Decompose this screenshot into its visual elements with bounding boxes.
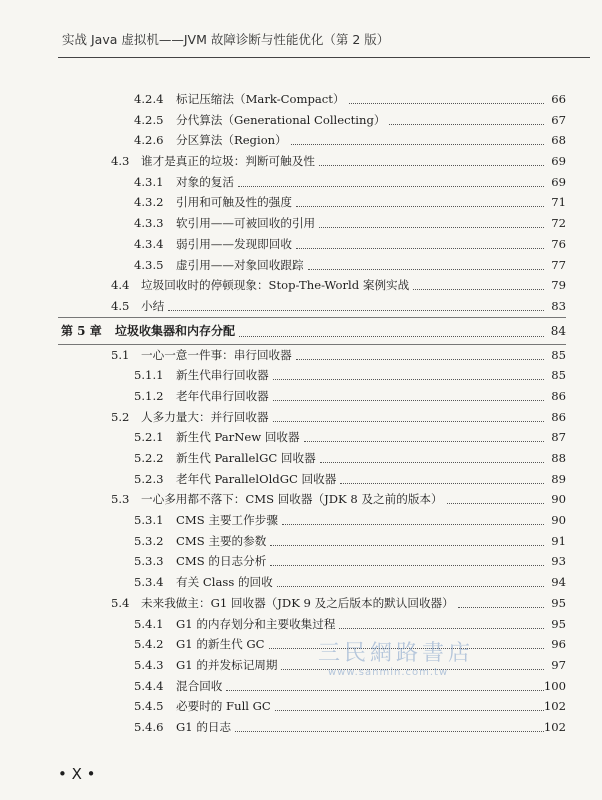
toc-entry-page: 76	[551, 236, 566, 251]
dot-leader	[270, 565, 544, 566]
toc-entry-title: G1 的日志	[176, 719, 232, 734]
toc-entry-page: 93	[551, 554, 566, 569]
dot-leader	[296, 248, 544, 249]
dot-leader	[281, 669, 544, 670]
toc-entry-number: 5.3.1	[134, 513, 164, 528]
dot-leader	[447, 503, 544, 504]
dot-leader	[168, 310, 544, 311]
toc-entry-row	[0, 89, 602, 110]
toc-entry-page: 79	[551, 278, 566, 293]
toc-entry-number: 5.4.3	[134, 657, 164, 672]
dot-leader	[273, 421, 544, 422]
toc-entry-number: 5.2.3	[134, 471, 164, 486]
toc-chapter-row	[0, 317, 602, 345]
toc-entry-title: CMS 的日志分析	[176, 554, 267, 569]
dot-leader	[349, 103, 544, 104]
toc-entry-number: 4.3.5	[134, 257, 164, 272]
toc-entry-page: 84	[550, 323, 566, 338]
toc-entry-title: 一心多用都不落下：CMS 回收器（JDK 8 及之前的版本）	[141, 492, 443, 507]
dot-leader	[340, 483, 544, 484]
toc-entry-page: 94	[551, 575, 566, 590]
dot-leader	[319, 227, 544, 228]
toc-entry-row	[0, 110, 602, 131]
toc-entry-row	[0, 427, 602, 448]
toc-entry-row	[0, 717, 602, 738]
toc-entry-title: G1 的新生代 GC	[176, 637, 265, 652]
toc-entry-row	[0, 448, 602, 469]
toc-entry-number: 4.2.5	[134, 112, 164, 127]
toc-entry-page: 96	[551, 637, 566, 652]
toc-entry-title: 混合回收	[176, 678, 223, 693]
toc-entry-number: 4.3.4	[134, 236, 164, 251]
toc-entry-number: 4.2.4	[134, 92, 164, 106]
toc-entry-page: 67	[551, 112, 566, 127]
toc-entry-title: G1 的内存划分和主要收集过程	[176, 616, 336, 631]
running-head: 实战 Java 虚拟机——JVM 故障诊断与性能优化（第 2 版）	[62, 32, 390, 47]
toc-entry-title: 引用和可触及性的强度	[176, 195, 292, 210]
toc-entry-title: G1 的并发标记周期	[176, 657, 278, 672]
watermark-text: 三民網路書店	[318, 641, 475, 666]
toc-entry-title: 必要时的 Full GC	[176, 699, 271, 714]
toc-entry-row	[0, 551, 602, 572]
toc-entry-number: 5.1.2	[134, 388, 164, 403]
toc-entry-row	[0, 593, 602, 614]
toc-entry-title: 未来我做主：G1 回收器（JDK 9 及之后版本的默认回收器）	[141, 595, 454, 610]
toc-entry-number: 第 5 章	[61, 323, 102, 338]
dot-leader	[339, 628, 544, 629]
toc-entry-number: 5.1	[111, 347, 130, 362]
toc-entry-row	[0, 172, 602, 193]
toc-entry-row	[0, 489, 602, 510]
toc-entry-row	[0, 192, 602, 213]
toc-entry-title: 新生代串行回收器	[176, 368, 269, 383]
toc-entry-number: 5.2.2	[134, 451, 164, 465]
toc-entry-title: 新生代 ParNew 回收器	[176, 430, 300, 445]
toc-entry-number: 5.4.2	[134, 637, 164, 652]
toc-entry-number: 4.2.6	[134, 133, 164, 148]
toc-entry-page: 95	[551, 595, 566, 610]
toc-entry-number: 4.3.1	[134, 174, 164, 189]
dot-leader	[273, 379, 544, 380]
toc-entry-title: 有关 Class 的回收	[176, 575, 273, 590]
toc-entry-number: 5.3.3	[134, 554, 164, 569]
dot-leader	[296, 206, 544, 207]
toc-entry-row	[0, 634, 602, 655]
toc-entry-title: 老年代串行回收器	[176, 388, 269, 403]
toc-entry-page: 83	[551, 298, 566, 313]
toc-entry-title: 垃圾回收时的停顿现象：Stop-The-World 案例实战	[141, 278, 410, 293]
toc-entry-page: 102	[543, 699, 566, 714]
dot-leader	[269, 648, 544, 649]
dot-leader	[319, 165, 544, 166]
toc-entry-row	[0, 614, 602, 635]
toc-entry-page: 85	[551, 347, 566, 362]
toc-entry-row	[0, 213, 602, 234]
toc-entry-title: 老年代 ParallelOldGC 回收器	[176, 471, 337, 486]
toc-entry-page: 69	[551, 174, 566, 189]
dot-leader	[320, 462, 544, 463]
toc-entry-number: 4.3	[111, 154, 130, 169]
toc-entry-row	[0, 345, 602, 366]
dot-leader	[296, 359, 544, 360]
toc-entry-page: 97	[551, 657, 566, 672]
dot-leader	[277, 586, 544, 587]
toc-entry-page: 90	[551, 492, 566, 507]
page-number: • X •	[58, 765, 96, 783]
dot-leader	[389, 124, 544, 125]
toc-entry-number: 4.4	[111, 278, 130, 293]
dot-leader	[275, 710, 544, 711]
toc-entry-row	[0, 151, 602, 172]
toc-entry-page: 87	[551, 430, 566, 445]
watermark-url: www.sanmin.com.tw	[328, 667, 449, 678]
toc-entry-page: 85	[551, 368, 566, 383]
dot-leader	[270, 545, 544, 546]
dot-leader	[235, 731, 544, 732]
toc-entry-page: 88	[551, 451, 566, 465]
toc-entry-row	[0, 130, 602, 151]
toc-entry-number: 4.3.2	[134, 195, 164, 210]
toc-entry-title: 垃圾收集器和内存分配	[115, 323, 236, 338]
toc-entry-row	[0, 655, 602, 676]
toc-entry-row	[0, 275, 602, 296]
toc-entry-number: 4.3.3	[134, 216, 164, 231]
dot-leader	[273, 400, 544, 401]
toc-entry-number: 5.4	[111, 595, 130, 610]
toc-entry-title: 标记压缩法（Mark-Compact）	[176, 92, 345, 106]
dot-leader	[304, 441, 544, 442]
toc-entry-page: 90	[551, 513, 566, 528]
dot-leader	[291, 144, 544, 145]
toc-entry-title: CMS 主要工作步骤	[176, 513, 278, 528]
toc-entry-row	[0, 407, 602, 428]
toc-entry-number: 5.1.1	[134, 368, 164, 383]
toc-entry-title: 小结	[141, 298, 165, 313]
toc-entry-title: 分区算法（Region）	[176, 133, 287, 148]
toc-entry-row	[0, 296, 602, 317]
toc-entry-page: 68	[551, 133, 566, 148]
toc-entry-row	[0, 510, 602, 531]
dot-leader	[226, 690, 544, 691]
toc-entry-page: 69	[551, 154, 566, 169]
toc-entry-title: CMS 主要的参数	[176, 533, 267, 548]
toc-entry-page: 102	[543, 719, 566, 734]
toc-entry-row	[0, 386, 602, 407]
dot-leader	[458, 607, 544, 608]
toc-entry-title: 软引用——可被回收的引用	[176, 216, 316, 231]
toc-entry-title: 虚引用——对象回收跟踪	[176, 257, 304, 272]
toc-entry-page: 71	[551, 195, 566, 210]
dot-leader	[239, 336, 544, 337]
toc-entry-title: 对象的复活	[176, 174, 234, 189]
toc-entry-row	[0, 255, 602, 276]
toc-entry-row	[0, 234, 602, 255]
toc-entry-page: 86	[551, 388, 566, 403]
toc-entry-page: 100	[543, 678, 566, 693]
dot-leader	[238, 186, 544, 187]
toc-entry-page: 91	[551, 533, 566, 548]
toc-entry-page: 89	[551, 471, 566, 486]
toc-entry-number: 5.4.4	[134, 678, 164, 693]
toc-entry-page: 86	[551, 409, 566, 424]
toc-entry-row	[0, 469, 602, 490]
toc-entry-page: 77	[551, 257, 566, 272]
toc-entry-row	[0, 365, 602, 386]
toc-entry-number: 5.4.6	[134, 719, 164, 734]
toc-entry-number: 5.3.2	[134, 533, 164, 548]
toc-entry-number: 5.4.1	[134, 616, 164, 631]
toc-entry-title: 分代算法（Generational Collecting）	[176, 112, 386, 127]
header-rule	[58, 57, 590, 58]
toc-entry-title: 一心一意一件事：串行回收器	[141, 347, 292, 362]
toc-entry-number: 4.5	[111, 298, 130, 313]
toc-entry-row	[0, 696, 602, 717]
dot-leader	[308, 269, 544, 270]
toc-entry-title: 弱引用——发现即回收	[176, 236, 292, 251]
toc-entry-page: 95	[551, 616, 566, 631]
toc-entry-row	[0, 531, 602, 552]
toc-entry-number: 5.3	[111, 492, 130, 507]
toc-entry-page: 66	[551, 92, 566, 106]
toc-entry-title: 人多力量大：并行回收器	[141, 409, 269, 424]
toc-entry-number: 5.4.5	[134, 699, 164, 714]
toc-entry-row	[0, 676, 602, 697]
table-of-contents	[0, 89, 602, 738]
toc-entry-title: 新生代 ParallelGC 回收器	[176, 451, 316, 465]
toc-entry-number: 5.3.4	[134, 575, 164, 590]
toc-entry-number: 5.2	[111, 409, 130, 424]
dot-leader	[282, 524, 544, 525]
toc-entry-number: 5.2.1	[134, 430, 164, 445]
toc-entry-page: 72	[551, 216, 566, 231]
dot-leader	[413, 289, 544, 290]
toc-entry-row	[0, 572, 602, 593]
toc-entry-title: 谁才是真正的垃圾：判断可触及性	[141, 154, 315, 169]
